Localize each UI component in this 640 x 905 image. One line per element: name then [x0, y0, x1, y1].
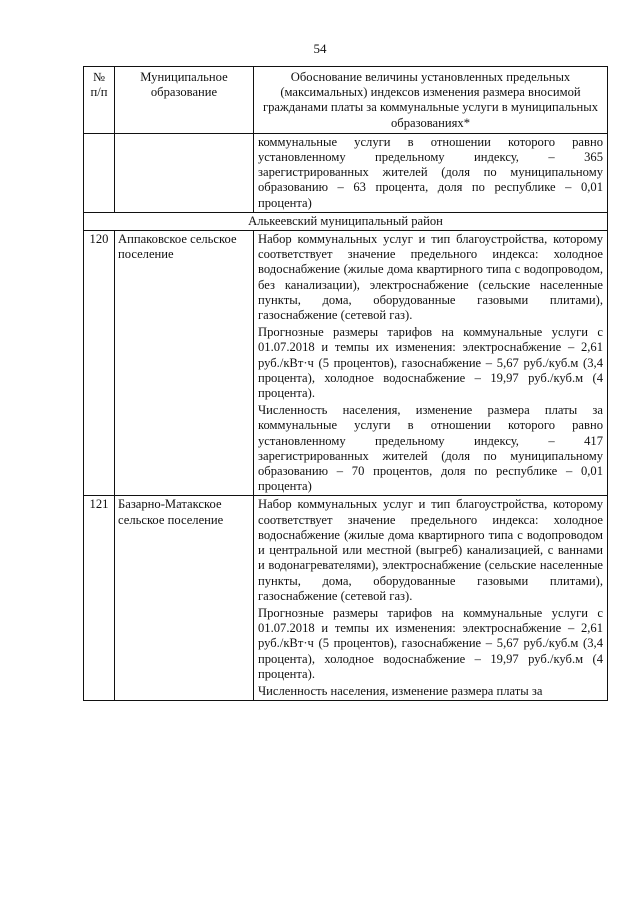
cell-num: 120	[84, 231, 115, 496]
cell-justification	[254, 496, 608, 701]
cell-municipality	[115, 133, 254, 212]
cell-num: 121	[84, 496, 115, 701]
indices-table	[83, 66, 608, 701]
population-text: Численность населения, изменение размера платы за	[258, 683, 543, 698]
cell-municipality: Базарно-Матакское сельское поселение	[115, 496, 254, 701]
cell-justification	[254, 231, 608, 496]
header-justification: Обоснование величины установленных предельных (максимальных) индексов изменения размера вносимой гражданами платы за коммунальные услуги в муниципальных образованиях*	[254, 67, 608, 134]
services-set-text: Набор коммунальных услуг и тип благоустройства, которому соответствует значение предельного индекса: холодное водоснабжение (жилые дома квартирного типа с водопроводом, без канализации), электроснабжение (сельские населенные пункты, дома, оборудованные газовыми плитами), газоснабжение (сетевой газ).	[258, 232, 603, 323]
header-num: № п/п	[84, 67, 115, 134]
region-heading: Алькеевский муниципальный район	[84, 212, 608, 230]
table-row	[84, 231, 608, 496]
tariffs-text: Прогнозные размеры тарифов на коммунальные услуги с 01.07.2018 и темпы их изменения: электроснабжение – 2,61 руб./кВт·ч (5 процентов), газоснабжение – 5,67 руб./куб.м (3,4 процента), холодное водоснабжение – 19,97 руб./куб.м (4 процента).	[258, 605, 603, 681]
table-row	[84, 496, 608, 701]
header-municipality: Муниципальное образование	[115, 67, 254, 134]
cell-num	[84, 133, 115, 212]
table-row-region	[84, 212, 608, 230]
tariffs-text: Прогнозные размеры тарифов на коммунальные услуги с 01.07.2018 и темпы их изменения: электроснабжение – 2,61 руб./кВт·ч (5 процентов), газоснабжение – 5,67 руб./куб.м (3,4 процента), холодное водоснабжение – 19,97 руб./куб.м (4 процента).	[258, 325, 603, 401]
population-text: Численность населения, изменение размера платы за коммунальные услуги в отношении которого равно установленному предельному индексу, – 417 зарегистрированных жителей (доля по муниципальному образованию – 70 процентов, доля по республике – 0,01 процента)	[258, 403, 603, 494]
continuation-text: коммунальные услуги в отношении которого равно установленному предельному индексу, – 365 зарегистрированных жителей (доля по муниципальному образованию – 63 процента, доля по республике – 0,01 процента)	[258, 134, 603, 210]
table-row-continuation	[84, 133, 608, 212]
services-set-text: Набор коммунальных услуг и тип благоустройства, которому соответствует значение предельного индекса: холодное водоснабжение (жилые дома квартирного типа с водопроводом и центральной или местной (выгреб) канализацией, с ваннами и водонагревателями), электроснабжение (сельские населенные пункты, дома, оборудованные газовыми плитами), газоснабжение (сетевой газ).	[258, 497, 603, 603]
page-number: 54	[313, 41, 327, 56]
cell-municipality: Аппаковское сельское поселение	[115, 231, 254, 496]
table-header-row	[84, 67, 608, 134]
cell-justification	[254, 133, 608, 212]
